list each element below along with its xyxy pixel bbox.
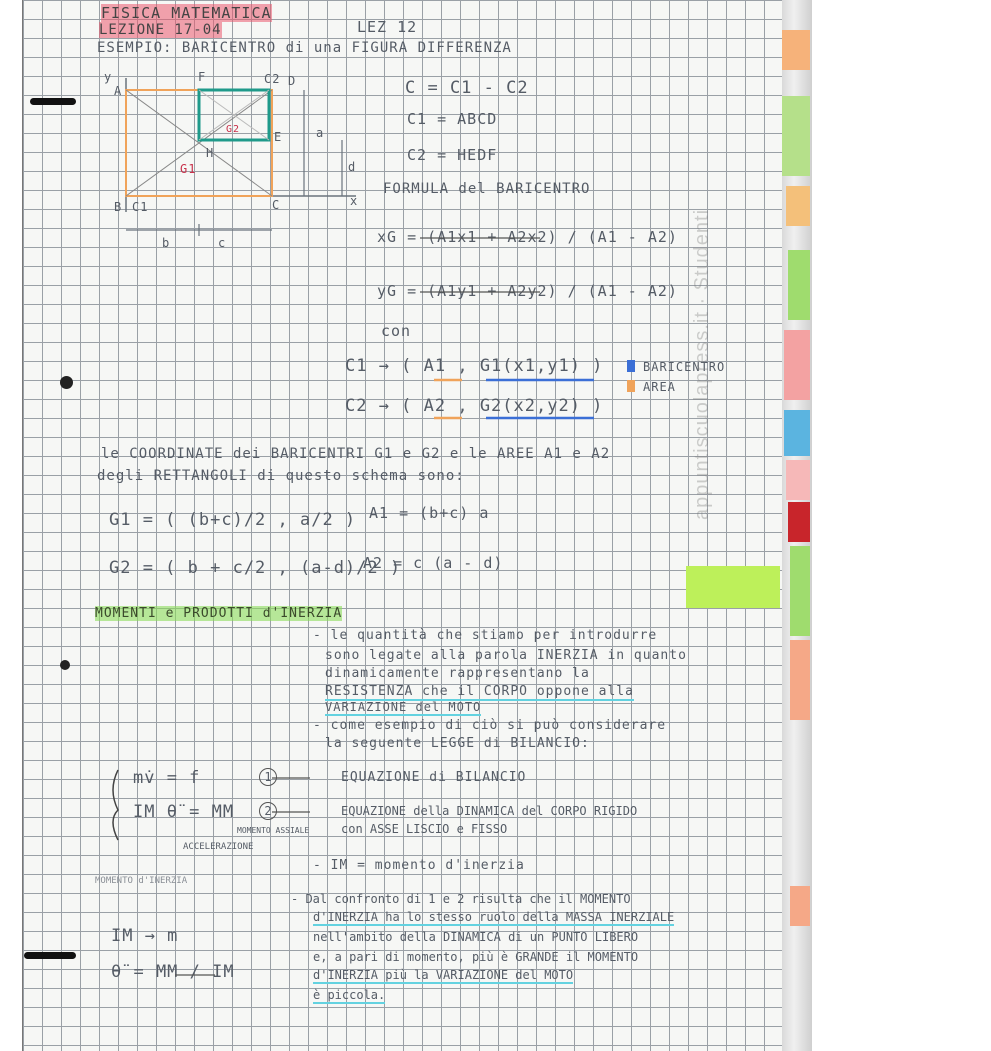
c1-definition: C1 = ABCD	[407, 110, 498, 128]
c-definition: C = C1 - C2	[405, 78, 529, 98]
xg-formula: xG = (A1x1 + A2x2) / (A1 - A2)	[377, 228, 678, 246]
c1-mapping: C1 → ( A1 , G1(x1,y1) )	[345, 356, 604, 376]
a2-formula: A2 = c (a - d)	[363, 554, 504, 572]
inertia-p1-l2: sono legate alla parola INERZIA in quanto	[325, 648, 687, 663]
note-momento-assiale: MOMENTO ASSIALE	[237, 826, 310, 835]
conclusion-l4: e, a pari di momento, più è GRANDE il MOMENTO	[313, 950, 639, 964]
label-b: b	[162, 236, 171, 250]
label-F: F	[198, 70, 207, 84]
note-accelerazione: ACCELERAZIONE	[183, 842, 254, 852]
label-C: C	[272, 198, 281, 212]
inertia-p1-l3: dinamicamente rappresentano la	[325, 666, 590, 681]
label-D: D	[288, 74, 297, 88]
side-theta: θ̈ = MM / IM	[111, 962, 235, 982]
equation-2-number: 2	[259, 802, 277, 820]
label-C2: C2	[264, 72, 281, 86]
lesson-date: LEZIONE 17-04	[99, 22, 222, 38]
label-a: a	[316, 126, 325, 140]
c2-definition: C2 = HEDF	[407, 146, 498, 164]
inertia-p2-l1: - come esempio di ciò si può considerare	[313, 718, 667, 733]
label-A: A	[114, 84, 123, 98]
label-H: H	[206, 146, 215, 160]
g1-coords: G1 = ( (b+c)/2 , a/2 )	[109, 510, 357, 530]
inertia-title: MOMENTI e PRODOTTI d'INERZIA	[95, 606, 343, 621]
label-G2: G2	[226, 124, 241, 135]
equation-2-desc-l2: con ASSE LISCIO e FISSO	[341, 822, 508, 836]
conclusion-l1: - Dal confronto di 1 e 2 risulta che il MOMENTO	[291, 892, 631, 906]
example-title: ESEMPIO: BARICENTRO di una FIGURA DIFFERENZA	[97, 40, 512, 56]
coords-line-1: le COORDINATE dei BARICENTRI G1 e G2 e le AREE A1 e A2	[101, 446, 611, 462]
g2-coords: G2 = ( b + c/2 , (a-d)/2 )	[109, 558, 402, 578]
label-C1: C1	[132, 200, 149, 214]
formula-title: FORMULA del BARICENTRO	[383, 181, 591, 197]
note-momento-inerzia: MOMENTO d'INERZIA	[95, 876, 188, 886]
label-x: x	[350, 194, 359, 208]
con-label: con	[381, 322, 412, 340]
side-im: IM → m	[111, 926, 179, 946]
label-E: E	[274, 130, 283, 144]
label-y: y	[104, 70, 113, 84]
watermark: appuntiscuolapress.it · Studenti	[691, 208, 713, 520]
equation-1: mv̇ = f	[133, 768, 201, 788]
label-G1: G1	[180, 162, 197, 176]
inertia-p1-l4: RESISTENZA che il CORPO oppone alla	[325, 684, 634, 699]
equation-2-desc-l1: EQUAZIONE della DINAMICA del CORPO RIGIDO	[341, 804, 638, 818]
inertia-p1-l5: VARIAZIONE del MOTO	[325, 700, 482, 714]
legend-baricentro-label: BARICENTRO	[643, 360, 726, 374]
system-brace	[113, 770, 118, 840]
equation-2: IM θ̈ = MM	[133, 802, 235, 822]
subject-title: FISICA MATEMATICA	[101, 4, 272, 22]
conclusion-l5: d'INERZIA più la VARIAZIONE del MOTO	[313, 968, 574, 982]
a1-formula: A1 = (b+c) a	[369, 504, 490, 522]
im-definition: - IM = momento d'inerzia	[313, 858, 525, 873]
lesson-number: LEZ 12	[357, 18, 418, 36]
conclusion-l6: è piccola.	[313, 988, 386, 1002]
label-B: B	[114, 200, 123, 214]
equation-1-number: 1	[259, 768, 277, 786]
legend-area-label: AREA	[643, 380, 676, 394]
inertia-p1-l1: - le quantità che stiamo per introdurre	[313, 628, 658, 643]
equation-1-desc: EQUAZIONE di BILANCIO	[341, 770, 527, 785]
conclusion-l3: nell'ambito della DINAMICA di un PUNTO LIBERO	[313, 930, 639, 944]
c2-mapping: C2 → ( A2 , G2(x2,y2) )	[345, 396, 604, 416]
inertia-p2-l2: la seguente LEGGE di BILANCIO:	[325, 736, 590, 751]
label-d: d	[348, 160, 357, 174]
label-c: c	[218, 236, 227, 250]
coords-line-2: degli RETTANGOLI di questo schema sono:	[97, 468, 465, 484]
yg-formula: yG = (A1y1 + A2y2) / (A1 - A2)	[377, 282, 678, 300]
conclusion-l2: d'INERZIA ha lo stesso ruolo della MASSA INERZIALE	[313, 910, 675, 924]
